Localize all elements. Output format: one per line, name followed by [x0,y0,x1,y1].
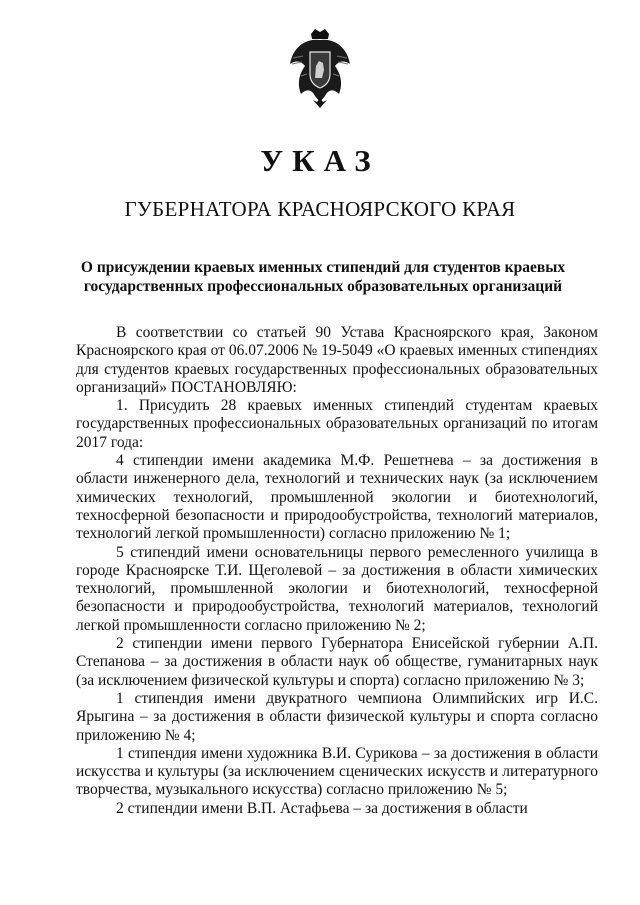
paragraph: В соответствии со статьей 90 Устава Красноярского края, Законом Красноярского края от 06.07.2006 № 19-5049 «О краевых именных стипендиях для студентов краевых государственных профессиональных образовательных организаций» ПОСТАНОВЛЯЮ: [76,324,598,396]
paragraph: 2 стипендии имени В.П. Астафьева – за достижения в области [116,799,528,817]
paragraph: 2 стипендии имени первого Губернатора Енисейской губернии А.П. Степанова – за достижения в области наук об обществе, гуманитарных наук (за исключением физической культуры и спорта) согласно приложению № 3; [76,635,598,689]
paragraph: 1 стипендия имени двукратного чемпиона Олимпийских игр И.С. Ярыгина – за достижения в области физической культуры и спорта согласно приложению № 4; [76,689,598,744]
emblem-graphic [287,28,353,110]
document-subject: О присуждении краевых именных стипендий для студентов краевых государственных профессиональных образовательных организаций [80,259,566,295]
issuer-title: ГУБЕРНАТОРА КРАСНОЯРСКОГО КРАЯ [124,197,516,221]
paragraph: 1 стипендия имени художника В.И. Сурикова – за достижения в области искусства и культуры (за исключением сценических искусств и литературного творчества, музыкального искусства) согласно приложению № 5; [76,744,598,799]
paragraph: 4 стипендии имени академика М.Ф. Решетнева – за достижения в области инженерного дела, технологий и технических наук (за исключением химических технологий, промышленной экологии и биотехнологий, техносферной безопасности и природообустройства, технологий материалов, технологий легкой промышленности) согласно приложению № 1; [76,452,598,543]
document-type-title: УКАЗ [260,143,380,178]
paragraph: 1. Присудить 28 краевых именных стипендий студентам краевых государственных профессиональных образовательных организаций по итогам 2017 года: [76,397,598,451]
document-body [76,324,598,818]
paragraph: 5 стипендий имени основательницы первого ремесленного училища в городе Красноярске Т.И. Щеголевой – за достижения в области химических технологий, промышленной экологии и биотехнологий, техносферной безопасности и природообустройства, технологий материалов, технологий легкой промышленности согласно приложению № 2; [76,543,598,634]
coat-of-arms-icon [287,28,353,110]
